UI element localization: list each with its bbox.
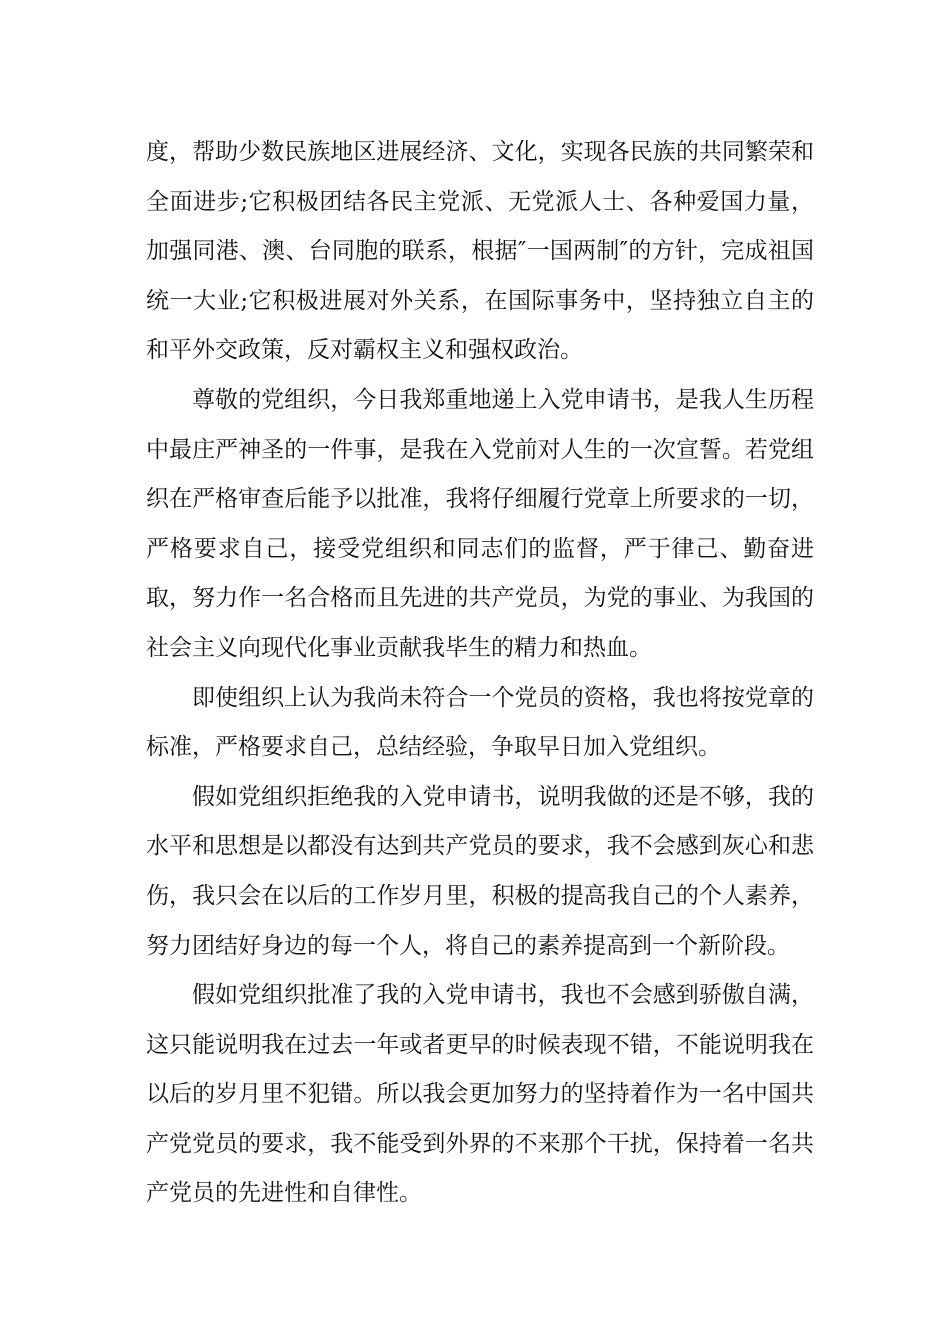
paragraph: 假如党组织拒绝我的入党申请书，说明我做的还是不够，我的水平和思想是以都没有达到共产党员的要求，我不会感到灰心和悲伤，我只会在以后的工作岁月里，积极的提高我自己的个人素养，努力团结好身边的每一个人，将自己的素养提高到一个新阶段。 bbox=[146, 783, 814, 959]
paragraph-continued: 度，帮助少数民族地区进展经济、文化，实现各民族的共同繁荣和全面进步;它积极团结各民主党派、无党派人士、各种爱国力量，加强同港、澳、台同胞的联系，根据″一国两制″的方针，完成祖国统一大业;它积极进展对外关系，在国际事务中，坚持独立自主的和平外交政策，反对霸权主义和强权政治。 bbox=[146, 139, 814, 364]
paragraph: 尊敬的党组织，今日我郑重地递上入党申请书，是我人生历程中最庄严神圣的一件事，是我在入党前对人生的一次宣誓。若党组织在严格审查后能予以批准，我将仔细履行党章上所要求的一切，严格要求自己，接受党组织和同志们的监督，严于律己、勤奋进取，努力作一名合格而且先进的共产党员，为党的事业、为我国的社会主义向现代化事业贡献我毕生的精力和热血。 bbox=[146, 386, 814, 661]
paragraph: 即使组织上认为我尚未符合一个党员的资格，我也将按党章的标准，严格要求自己，总结经验，争取早日加入党组织。 bbox=[146, 684, 814, 761]
paragraph: 假如党组织批准了我的入党申请书，我也不会感到骄傲自满，这只能说明我在过去一年或者更早的时候表现不错，不能说明我在以后的岁月里不犯错。所以我会更加努力的坚持着作为一名中国共产党党员的要求，我不能受到外界的不来那个干扰，保持着一名共产党员的先进性和自律性。 bbox=[146, 982, 814, 1207]
document-body bbox=[146, 128, 814, 1219]
